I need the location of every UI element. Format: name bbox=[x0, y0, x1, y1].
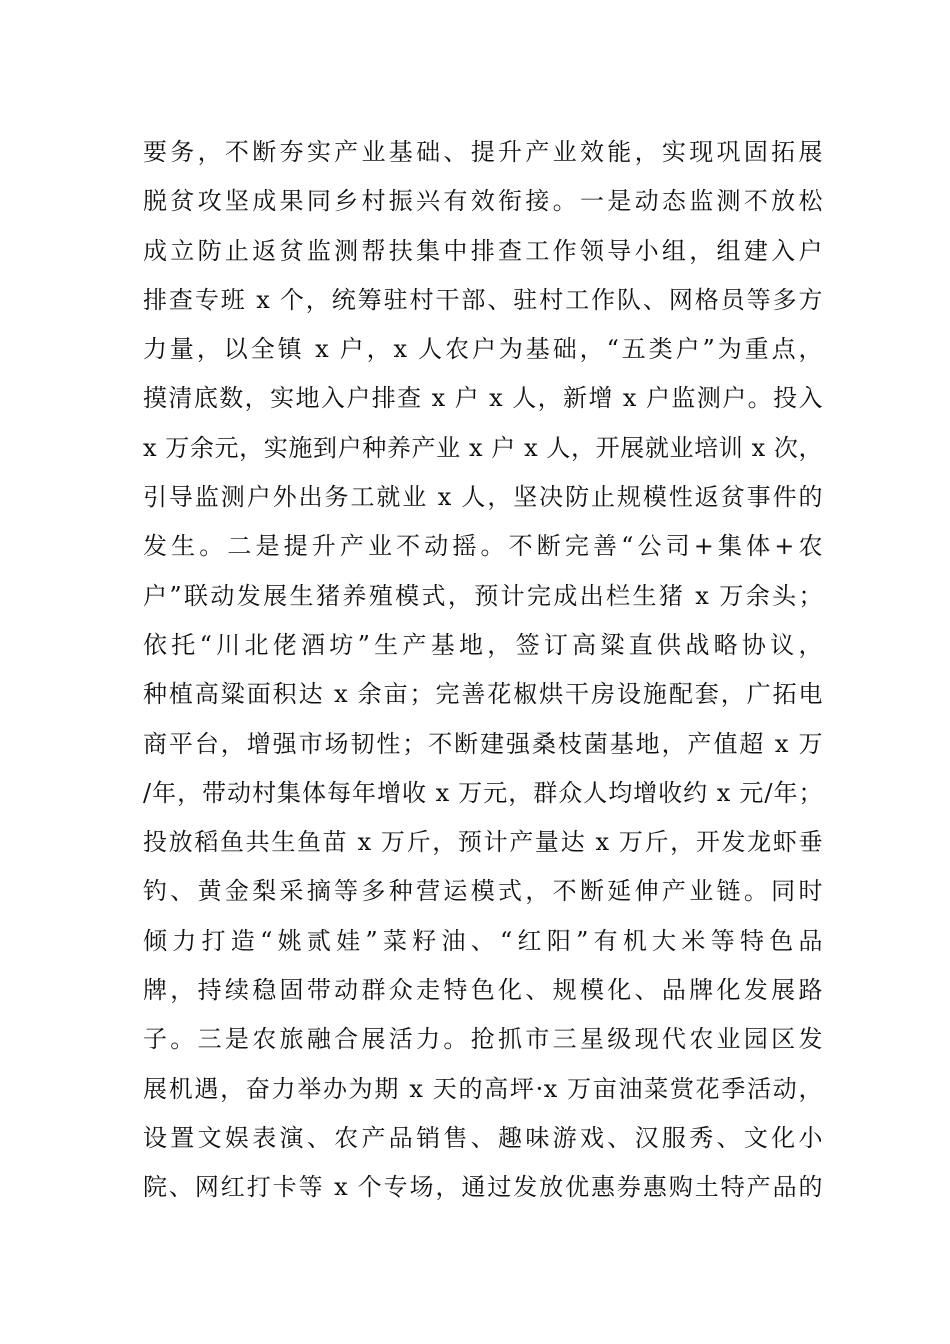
text-line: 子。三是农旅融合展活力。抢抓市三星级现代农业园区发 bbox=[143, 1025, 823, 1054]
text-line: 脱贫攻坚成果同乡村振兴有效衔接。一是动态监测不放松 bbox=[143, 187, 823, 216]
text-line: 钓、黄金梨采摘等多种营运模式，不断延伸产业链。同时 bbox=[143, 877, 823, 906]
text-line: 发生。二是提升产业不动摇。不断完善“公司+集体+农 bbox=[143, 532, 823, 561]
text-line: 牌，持续稳固带动群众走特色化、规模化、品牌化发展路 bbox=[143, 976, 823, 1005]
text-line: x 万余元，实施到户种养产业 x 户 x 人，开展就业培训 x 次， bbox=[143, 433, 823, 462]
text-line: 倾力打造“姚贰娃”菜籽油、“红阳”有机大米等特色品 bbox=[143, 926, 823, 955]
text-line: 依托“川北佬酒坊”生产基地，签订高粱直供战略协议， bbox=[143, 630, 823, 659]
text-line: 成立防止返贫监测帮扶集中排查工作领导小组，组建入户 bbox=[143, 236, 823, 265]
text-line: 商平台，增强市场韧性；不断建强桑枝菌基地，产值超 x 万 bbox=[143, 729, 823, 758]
text-line: 力量，以全镇 x 户，x 人农户为基础，“五类户”为重点， bbox=[143, 335, 823, 364]
text-line: 引导监测户外出务工就业 x 人，坚决防止规模性返贫事件的 bbox=[143, 483, 823, 512]
text-line: 要务，不断夯实产业基础、提升产业效能，实现巩固拓展 bbox=[143, 138, 823, 166]
text-line: 投放稻鱼共生鱼苗 x 万斤，预计产量达 x 万斤，开发龙虾垂 bbox=[143, 828, 823, 857]
text-line: 排查专班 x 个，统筹驻村干部、驻村工作队、网格员等多方 bbox=[143, 285, 823, 314]
text-line: 院、网红打卡等 x 个专场，通过发放优惠券惠购土特产品的 bbox=[143, 1173, 823, 1202]
text-line: 种植高粱面积达 x 余亩；完善花椒烘干房设施配套，广拓电 bbox=[143, 680, 823, 709]
text-line: /年，带动村集体每年增收 x 万元，群众人均增收约 x 元/年； bbox=[143, 778, 823, 807]
text-line: 展机遇，奋力举办为期 x 天的高坪·x 万亩油菜赏花季活动， bbox=[143, 1074, 823, 1103]
text-line: 户”联动发展生猪养殖模式，预计完成出栏生猪 x 万余头； bbox=[143, 581, 823, 610]
text-line: 摸清底数，实地入户排查 x 户 x 人，新增 x 户监测户。投入 bbox=[143, 384, 823, 413]
text-line: 设置文娱表演、农产品销售、趣味游戏、汉服秀、文化小 bbox=[143, 1123, 823, 1152]
body-text bbox=[143, 128, 823, 1213]
